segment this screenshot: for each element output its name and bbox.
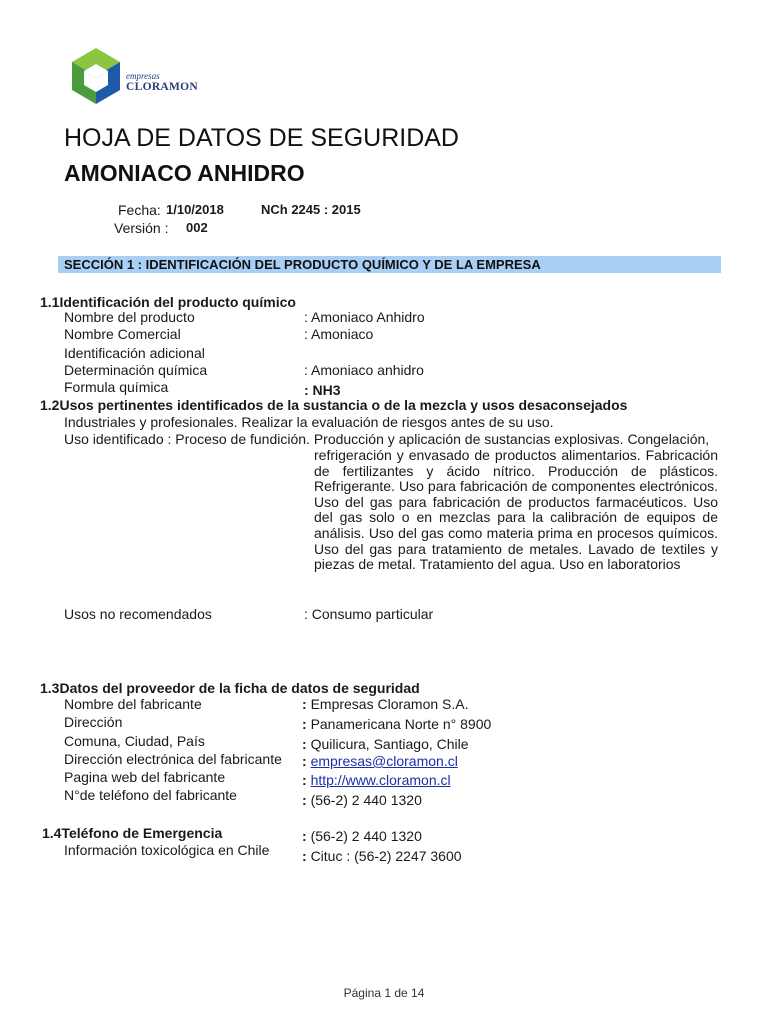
s13-label: N°de teléfono del fabricante [64,787,237,803]
s14-phone: : (56-2) 2 440 1320 [302,828,422,844]
s13-label: Dirección [64,714,123,730]
s13-email: : empresas@cloramon.cl [302,753,458,769]
section-1-header [58,256,721,273]
s13-label: Pagina web del fabricante [64,769,226,785]
s13-label: Comuna, Ciudad, País [64,733,205,749]
s11-label: Formula química [64,379,169,395]
s12-uso-paragraph: refrigeración y envasado de productos alimentarios. Fabricación de fertilizantes y ácido nítrico. Producción de plásticos. Refrigerante. Uso para fabricación de componentes electrónicos. Uso del gas para fabricación de productos farmacéuticos. Uso del gas solo o en mezclas para la calibración de equipos de análisis. Uso del gas como materia prima en procesos químicos. Uso del gas para tratamiento de metales. Lavado de textiles y piezas de metal. Tratamiento del agua. Uso en laboratorios [314,447,718,573]
s13-value: : Quilicura, Santiago, Chile [302,736,469,752]
s13-label: Nombre del fabricante [64,696,202,712]
fecha-label: Fecha: [118,202,161,218]
cloramon-logo-icon [66,44,126,112]
s12-intro: Industriales y profesionales. Realizar la evaluación de riesgos antes de su uso. [64,414,554,430]
s12-heading [40,397,627,413]
s11-value-formula: : NH3 [304,382,341,398]
version-label: Versión : [114,220,169,236]
s12-uso-label: Uso identificado [64,431,164,447]
logo-text-empresas: empresas [126,71,160,81]
s12-no-rec-label: Usos no recomendados [64,606,212,622]
s11-label: Identificación adicional [64,345,205,361]
s14-heading [42,825,222,841]
s12-title: Usos pertinentes identificados de la sustancia o de la mezcla y usos desaconsejados [59,397,628,413]
s11-title: Identificación del producto químico [59,294,296,310]
norma-value: NCh 2245 : 2015 [261,202,361,217]
s12-uso-first: Proceso de fundición. Producción y aplicación de sustancias explosivas. Congelación, [175,431,710,447]
s12-uso-line: Uso identificado : Proceso de fundición. Producción y aplicación de sustancias explosivas. Congelación, [64,431,710,447]
s11-label: Nombre del producto [64,309,195,325]
page-number: Página 1 de 14 [343,986,425,1000]
s13-value: : (56-2) 2 440 1320 [302,792,422,808]
s13-label: Dirección electrónica del fabricante [64,751,282,767]
s14-title: Teléfono de Emergencia [61,825,223,841]
s12-no-rec-value: : Consumo particular [304,606,434,622]
s13-heading [40,680,420,696]
email-link[interactable]: empresas@cloramon.cl [310,753,458,769]
s13-value: : Empresas Cloramon S.A. [302,696,469,712]
s14-number: 1.4 [42,825,62,841]
s13-web: : http://www.cloramon.cl [302,772,451,788]
product-title: AMONIACO ANHIDRO [64,160,305,186]
s11-value: : Amoniaco [304,326,374,342]
s11-value: : Amoniaco Anhidro [304,309,425,325]
version-value: 002 [186,220,208,235]
s14-tox-label: Información toxicológica en Chile [64,842,270,858]
s11-label: Nombre Comercial [64,326,181,342]
s13-value: : Panamericana Norte n° 8900 [302,716,492,732]
s13-title: Datos del proveedor de la ficha de datos de seguridad [59,680,420,696]
s13-number: 1.3 [40,680,60,696]
s11-value: : Amoniaco anhidro [304,362,424,378]
s11-number: 1.1 [40,294,60,310]
s14-tox-value: : Cituc : (56-2) 2247 3600 [302,848,462,864]
logo-text-cloramon: CLORAMON [126,81,199,93]
document-title: HOJA DE DATOS DE SEGURIDAD [64,124,459,152]
s11-label: Determinación química [64,362,208,378]
fecha-value: 1/10/2018 [166,202,224,217]
website-link[interactable]: http://www.cloramon.cl [310,772,451,788]
s12-number: 1.2 [40,397,60,413]
section-1-title: SECCIÓN 1 : IDENTIFICACIÓN DEL PRODUCTO QUÍMICO Y DE LA EMPRESA [64,257,541,272]
s11-heading [40,294,296,310]
